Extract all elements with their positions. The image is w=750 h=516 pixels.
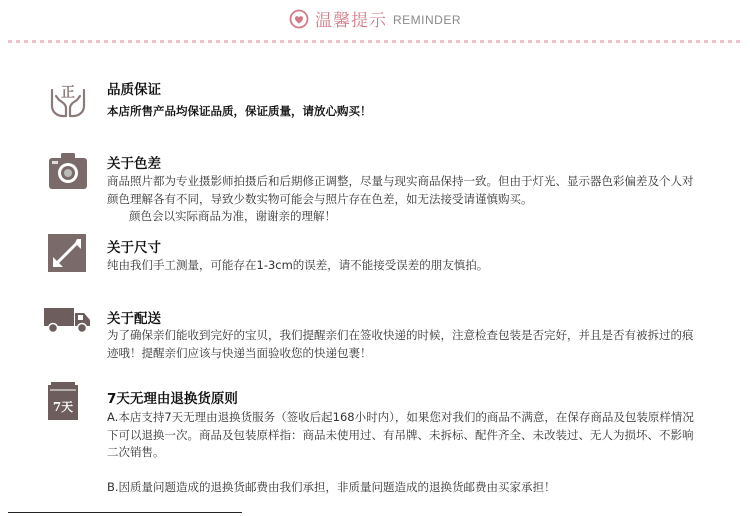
text-line: 本店所售产品均保证品质，保证质量，请放心购买！ — [107, 104, 372, 118]
bottom-divider — [8, 512, 242, 513]
section-text — [107, 103, 707, 121]
section-title: 品质保证 — [107, 82, 161, 98]
section-text — [107, 409, 697, 496]
text-line: A.本店支持7天无理由退换货服务（签收后起168小时内），如果您对我们的商品不满意，在保存商品及包装原样情况下可以退换一次。商品及包装原样指：商品未使用过、有吊牌、未拆标、配件齐全、未改装过、无人为损坏、不影响二次销售。 — [107, 410, 694, 459]
reminder-header — [0, 6, 750, 32]
text-line: 为了确保亲们能收到完好的宝贝，我们提醒亲们在签收快递的时候，注意检查包装是否完好，并且是否有被拆过的痕迹哦！提醒亲们应该与快递当面验收您的快递包裹！ — [107, 328, 694, 360]
section-title: 关于色差 — [107, 156, 161, 172]
section-text — [107, 327, 701, 362]
section-title: 关于尺寸 — [107, 240, 161, 256]
header-title-en: REMINDER — [392, 12, 461, 27]
calendar-7-days-icon — [48, 382, 78, 420]
header-title-cn: 温馨提示 — [314, 11, 387, 31]
section-title: 7天无理由退换货原则 — [107, 391, 238, 407]
section-title: 关于配送 — [107, 311, 161, 327]
hands-icon-text: 正 — [61, 85, 75, 101]
text-line: 纯由我们手工测量，可能存在1-3cm的误差，请不能接受误差的朋友慎拍。 — [107, 258, 489, 272]
hands-icon — [48, 78, 88, 120]
calendar-icon-text: 7天 — [52, 400, 74, 414]
truck-icon — [44, 306, 92, 334]
section-text — [107, 257, 707, 275]
heart-logo-icon — [289, 9, 309, 29]
resize-arrow-icon — [48, 234, 86, 272]
text-line: 商品照片都为专业摄影师拍摄后和后期修正调整，尽量与现实商品保持一致。但由于灯光、显示器色彩偏差及个人对颜色理解各有不同，导致少数实物可能会与照片存在色差，如无法接受请谨慎购买。 — [107, 174, 694, 206]
text-line: B.因质量问题造成的退换货邮费由我们承担，非质量问题造成的退换货邮费由买家承担！ — [107, 479, 556, 494]
text-line: 颜色会以实际商品为准，谢谢亲的理解！ — [129, 209, 336, 223]
section-text — [107, 173, 699, 226]
pink-dashed-divider — [8, 40, 742, 43]
camera-icon — [48, 152, 88, 190]
